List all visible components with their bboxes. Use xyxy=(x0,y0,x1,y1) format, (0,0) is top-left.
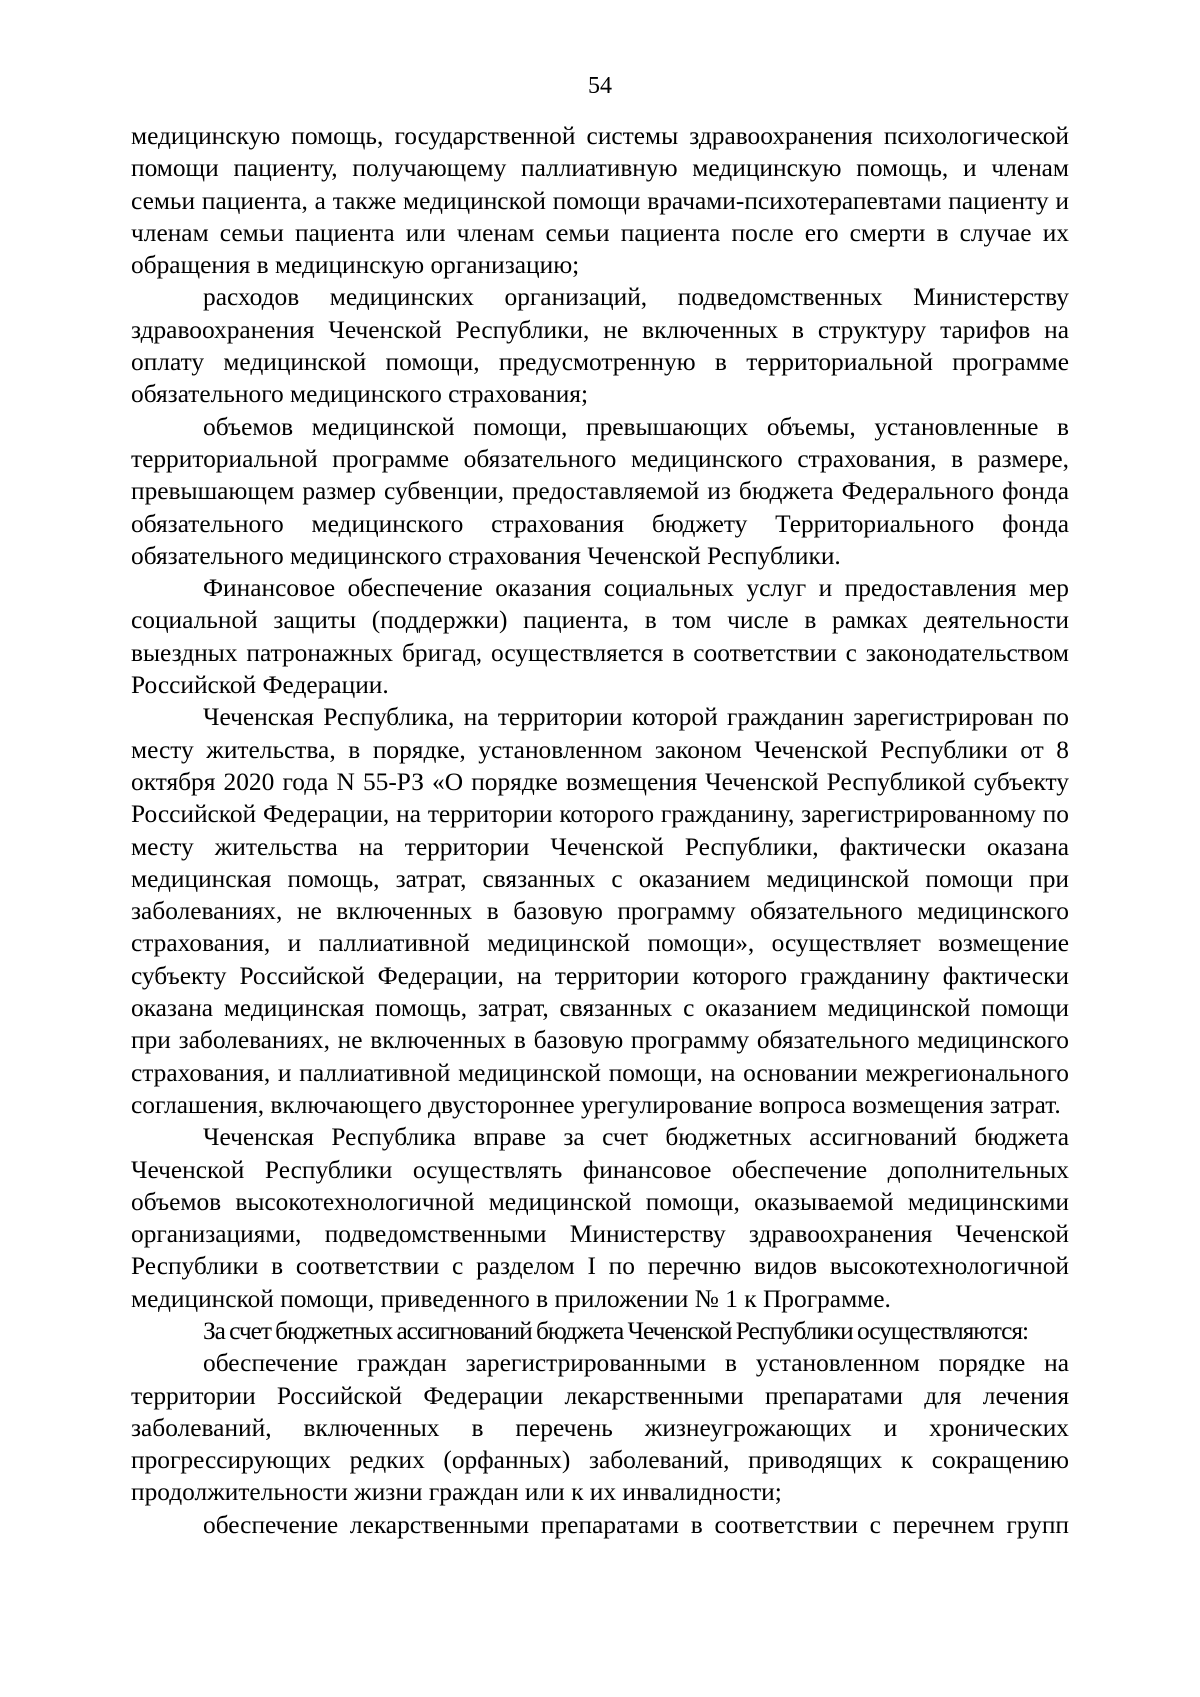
paragraph: Чеченская Республика, на территории которой гражданин зарегистрирован по месту жительства, в порядке, установленном законом Чеченской Республики от 8 октября 2020 года N 55-РЗ «О порядке возмещения Чеченской Республикой субъекту Российской Федерации, на территории которого гражданину, зарегистрированному по месту жительства на территории Чеченской Республики, фактически оказана медицинская помощь, затрат, связанных с оказанием медицинской помощи при заболеваниях, не включенных в базовую программу обязательного медицинского страхования, и паллиативной медицинской помощи», осуществляет возмещение субъекту Российской Федерации, на территории которого гражданину фактически оказана медицинская помощь, затрат, связанных с оказанием медицинской помощи при заболеваниях, не включенных в базовую программу обязательного медицинского страхования, и паллиативной медицинской помощи, на основании межрегионального соглашения, включающего двустороннее урегулирование вопроса возмещения затрат. xyxy=(131,703,1069,1119)
paragraph: медицинскую помощь, государственной системы здравоохранения психологической помощи пациенту, получающему паллиативную медицинскую помощь, и членам семьи пациента, а также медицинской помощи врачами-психотерапевтами пациенту и членам семьи пациента или членам семьи пациента после его смерти в случае их обращения в медицинскую организацию; xyxy=(131,122,1069,280)
paragraph: объемов медицинской помощи, превышающих объемы, установленные в территориальной программе обязательного медицинского страхования, в размере, превышающем размер субвенции, предоставляемой из бюджета Федерального фонда обязательного медицинского страхования бюджету Территориального фонда обязательного медицинского страхования Чеченской Республики. xyxy=(131,412,1069,570)
paragraph: расходов медицинских организаций, подведомственных Министерству здравоохранения Чеченской Республики, не включенных в структуру тарифов на оплату медицинской помощи, предусмотренную в территориальной программе обязательного медицинского страхования; xyxy=(131,283,1069,409)
paragraph: За счет бюджетных ассигнований бюджета Чеченской Республики осуществляются: xyxy=(203,1316,1029,1345)
paragraph: Чеченская Республика вправе за счет бюджетных ассигнований бюджета Чеченской Республики осуществлять финансовое обеспечение дополнительных объемов высокотехнологичной медицинской помощи, оказываемой медицинскими организациями, подведомственными Министерству здравоохранения Чеченской Республики в соответствии с разделом I по перечню видов высокотехнологичной медицинской помощи, приведенного в приложении № 1 к Программе. xyxy=(131,1123,1069,1313)
paragraph: Финансовое обеспечение оказания социальных услуг и предоставления мер социальной защиты (поддержки) пациента, в том числе в рамках деятельности выездных патронажных бригад, осуществляется в соответствии с законодательством Российской Федерации. xyxy=(131,574,1069,700)
paragraph: обеспечение лекарственными препаратами в соответствии с перечнем групп xyxy=(203,1510,1069,1539)
document-body xyxy=(131,120,1069,1541)
page-number: 54 xyxy=(588,73,612,99)
paragraph: обеспечение граждан зарегистрированными в установленном порядке на территории Российской Федерации лекарственными препаратами для лечения заболеваний, включенных в перечень жизнеугрожающих и хронических прогрессирующих редких (орфанных) заболеваний, приводящих к сокращению продолжительности жизни граждан или к их инвалидности; xyxy=(131,1349,1069,1507)
